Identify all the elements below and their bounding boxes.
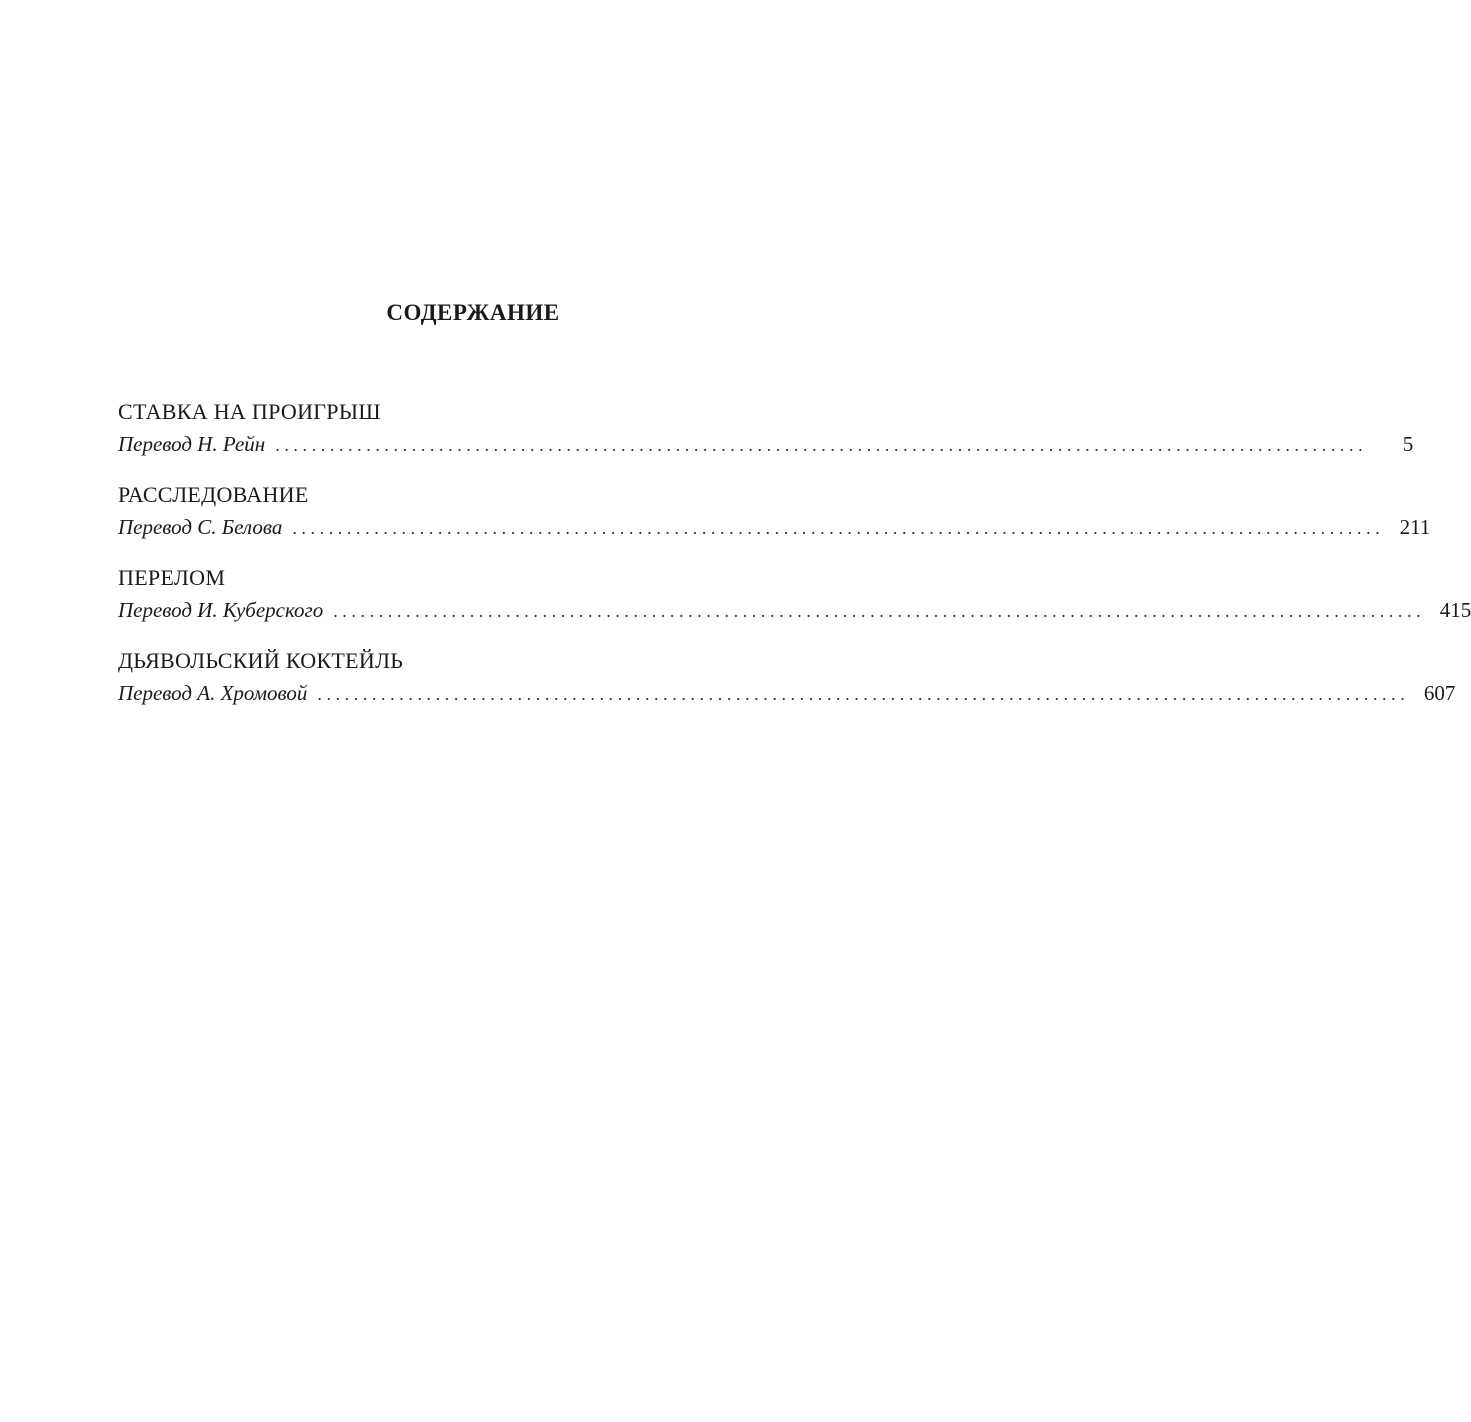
toc-entry-title: СТАВКА НА ПРОИГРЫШ bbox=[118, 399, 381, 424]
toc-entry-translator: Перевод Н. Рейн bbox=[118, 432, 266, 456]
toc-entry-title: ДЬЯВОЛЬСКИЙ КОКТЕЙЛЬ bbox=[118, 648, 404, 673]
toc-entry-line bbox=[118, 512, 1431, 542]
toc-entry-translator: Перевод С. Белова bbox=[118, 515, 283, 539]
toc-entry-line bbox=[118, 429, 1414, 459]
page-title: СОДЕРЖАНИЕ bbox=[386, 300, 560, 325]
toc-entry bbox=[118, 395, 1414, 478]
toc-entry bbox=[118, 644, 1456, 727]
dot-leader: ........................................................................................................................ bbox=[317, 684, 1410, 704]
toc-entry bbox=[118, 478, 1431, 561]
dot-leader: ........................................................................................................................ bbox=[292, 518, 1385, 538]
toc-entry-page-number: 211 bbox=[1399, 515, 1431, 539]
toc-entry-line bbox=[118, 678, 1456, 708]
toc-entry-page-number: 5 bbox=[1402, 432, 1414, 456]
toc-entry-page-number: 415 bbox=[1439, 598, 1471, 622]
dot-leader: ........................................................................................................................ bbox=[333, 601, 1426, 621]
table-of-contents bbox=[118, 395, 1471, 727]
toc-entry-title: РАССЛЕДОВАНИЕ bbox=[118, 482, 309, 507]
dot-leader: ........................................................................................................................ bbox=[275, 435, 1368, 455]
toc-entry-page-number: 607 bbox=[1423, 681, 1456, 705]
toc-entry bbox=[118, 561, 1471, 644]
toc-entry-translator: Перевод А. Хромовой bbox=[118, 681, 308, 705]
toc-entry-line bbox=[118, 595, 1471, 625]
toc-entry-translator: Перевод И. Куберского bbox=[118, 598, 324, 622]
toc-entry-title: ПЕРЕЛОМ bbox=[118, 565, 226, 590]
